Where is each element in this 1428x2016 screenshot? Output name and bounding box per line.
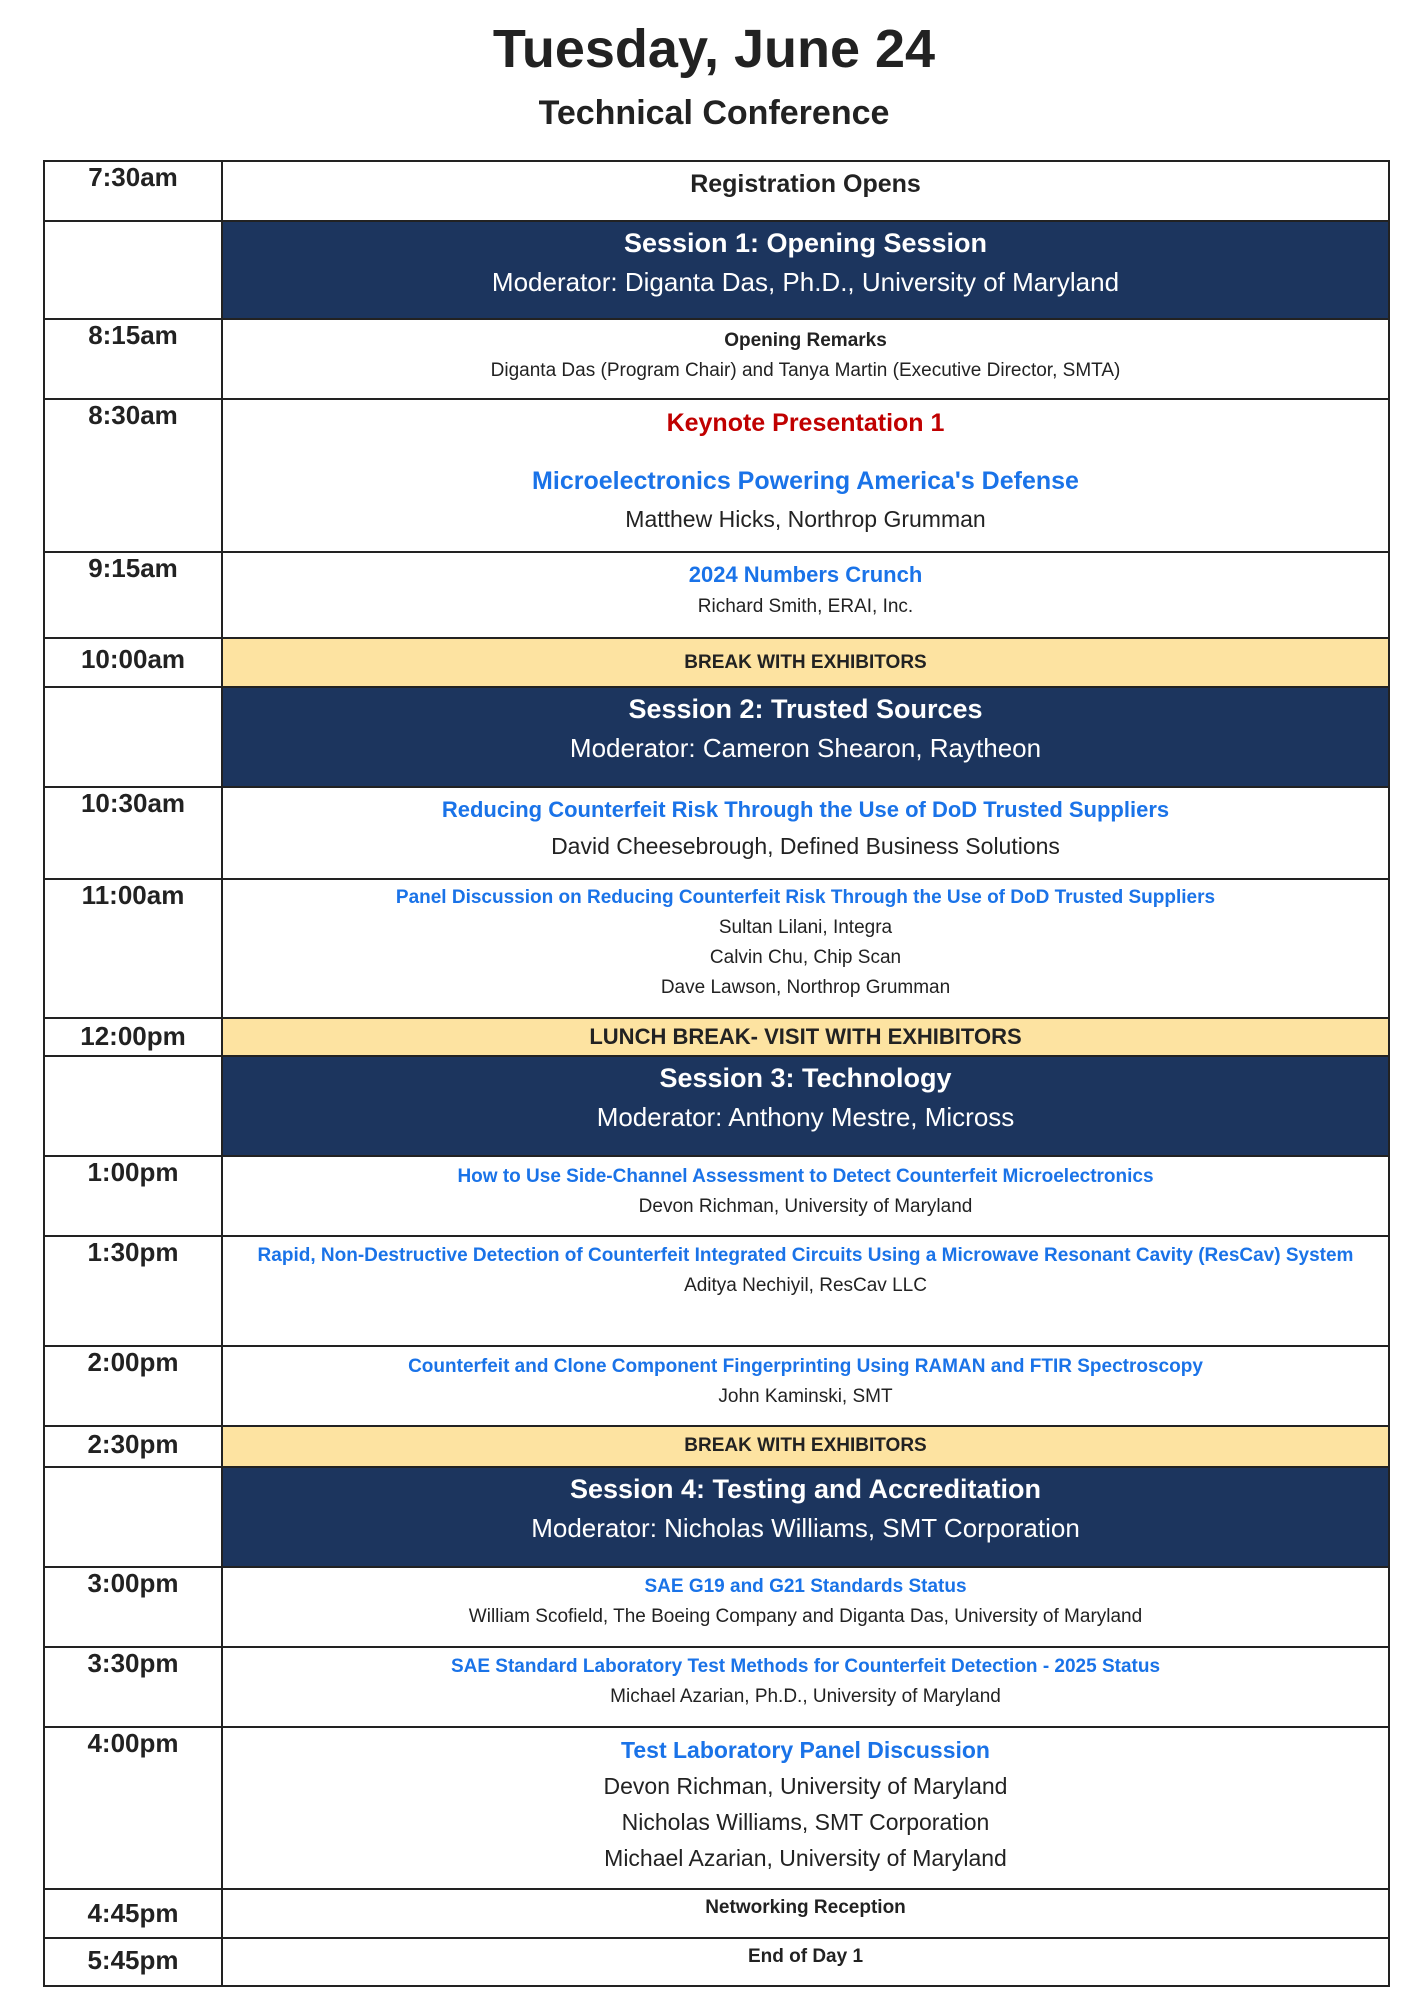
keynote-label: Keynote Presentation 1: [666, 409, 945, 437]
speaker: Calvin Chu, Chip Scan: [709, 947, 902, 968]
time-cell: [44, 687, 222, 787]
item-title: Rapid, Non-Destructive Detection of Counterfeit Integrated Circuits Using a Microwave Resonant Cavity (ResCav) System: [257, 1245, 1354, 1266]
agenda-row: [44, 1889, 1389, 1938]
break-cell: [222, 1018, 1389, 1056]
time-cell: 5:45pm: [44, 1938, 222, 1986]
content-cell: [222, 1647, 1389, 1727]
session-row: [44, 687, 1389, 787]
break-label: BREAK WITH EXHIBITORS: [684, 1435, 927, 1456]
agenda-row: [44, 1236, 1389, 1346]
session-row: [44, 1467, 1389, 1567]
agenda-row: [44, 1647, 1389, 1727]
time-cell: 11:00am: [44, 879, 222, 1018]
speaker: Michael Azarian, University of Maryland: [604, 1845, 1007, 1871]
time-cell: 10:30am: [44, 787, 222, 879]
session-header: [222, 687, 1389, 787]
session-moderator: Moderator: Cameron Shearon, Raytheon: [569, 733, 1042, 763]
break-row: [44, 1018, 1389, 1056]
agenda-row: [44, 399, 1389, 552]
content-cell: [222, 399, 1389, 552]
speaker: Diganta Das (Program Chair) and Tanya Martin (Executive Director, SMTA): [490, 360, 1121, 381]
time-cell: 9:15am: [44, 552, 222, 638]
time-cell: 2:00pm: [44, 1346, 222, 1426]
agenda-row: [44, 1567, 1389, 1647]
speaker: David Cheesebrough, Defined Business Solutions: [551, 833, 1060, 859]
agenda-row: [44, 1156, 1389, 1236]
session-moderator: Moderator: Anthony Mestre, Micross: [596, 1102, 1015, 1132]
speaker: John Kaminski, SMT: [718, 1386, 893, 1407]
content-cell: [222, 1889, 1389, 1938]
speaker: Sultan Lilani, Integra: [718, 917, 893, 938]
content-cell: [222, 1236, 1389, 1346]
time-cell: 8:30am: [44, 399, 222, 552]
break-label: BREAK WITH EXHIBITORS: [684, 652, 927, 673]
content-cell: [222, 1727, 1389, 1889]
time-cell: 7:30am: [44, 161, 222, 221]
speaker: Devon Richman, University of Maryland: [638, 1196, 973, 1217]
item-title: Panel Discussion on Reducing Counterfeit Risk Through the Use of DoD Trusted Suppliers: [395, 887, 1216, 908]
agenda-row: [44, 1346, 1389, 1426]
session-row: [44, 221, 1389, 319]
speaker: Richard Smith, ERAI, Inc.: [697, 596, 914, 617]
time-cell: 10:00am: [44, 638, 222, 687]
session-moderator: Moderator: Diganta Das, Ph.D., University of Maryland: [491, 267, 1120, 297]
content-cell: [222, 1567, 1389, 1647]
break-row: [44, 638, 1389, 687]
speaker: Aditya Nechiyil, ResCav LLC: [684, 1275, 927, 1296]
agenda-row: [44, 787, 1389, 879]
item-title: 2024 Numbers Crunch: [688, 562, 923, 587]
time-cell: 3:00pm: [44, 1567, 222, 1647]
agenda-row: [44, 319, 1389, 399]
content-cell: [222, 787, 1389, 879]
session-row: [44, 1056, 1389, 1156]
item-title: End of Day 1: [747, 1946, 864, 1967]
item-title: Counterfeit and Clone Component Fingerprinting Using RAMAN and FTIR Spectroscopy: [408, 1356, 1203, 1377]
item-title: Reducing Counterfeit Risk Through the Use of DoD Trusted Suppliers: [441, 797, 1170, 822]
content-cell: [222, 879, 1389, 1018]
content-cell: [222, 1346, 1389, 1426]
agenda-row: [44, 879, 1389, 1018]
session-title: Session 3: Technology: [659, 1063, 952, 1093]
content-cell: [222, 1938, 1389, 1986]
time-cell: 2:30pm: [44, 1426, 222, 1467]
break-row: [44, 1426, 1389, 1467]
break-cell: [222, 638, 1389, 687]
time-cell: [44, 1056, 222, 1156]
item-title: SAE Standard Laboratory Test Methods for Counterfeit Detection - 2025 Status: [450, 1656, 1161, 1677]
content-cell: [222, 161, 1389, 221]
speaker: William Scofield, The Boeing Company and Diganta Das, University of Maryland: [468, 1606, 1143, 1627]
session-header: [222, 1467, 1389, 1567]
time-cell: 1:30pm: [44, 1236, 222, 1346]
item-title: How to Use Side-Channel Assessment to Detect Counterfeit Microelectronics: [457, 1166, 1154, 1187]
item-title: Networking Reception: [705, 1897, 906, 1918]
session-title: Session 2: Trusted Sources: [628, 694, 983, 724]
time-cell: [44, 1467, 222, 1567]
session-header: [222, 221, 1389, 319]
time-cell: [44, 221, 222, 319]
page-title: Tuesday, June 24: [492, 19, 936, 79]
agenda-row: [44, 1938, 1389, 1986]
content-cell: [222, 552, 1389, 638]
item-title: Test Laboratory Panel Discussion: [621, 1737, 990, 1763]
content-cell: [222, 319, 1389, 399]
time-cell: 4:00pm: [44, 1727, 222, 1889]
agenda-row: [44, 161, 1389, 221]
page-subtitle: Technical Conference: [538, 94, 890, 132]
break-label: LUNCH BREAK- VISIT WITH EXHIBITORS: [589, 1024, 1022, 1049]
time-cell: 4:45pm: [44, 1889, 222, 1938]
session-moderator: Moderator: Nicholas Williams, SMT Corporation: [531, 1513, 1080, 1543]
session-title: Session 4: Testing and Accreditation: [569, 1474, 1042, 1504]
speaker: Michael Azarian, Ph.D., University of Maryland: [610, 1686, 1001, 1707]
speaker: Dave Lawson, Northrop Grumman: [660, 977, 951, 998]
time-cell: 8:15am: [44, 319, 222, 399]
time-cell: 1:00pm: [44, 1156, 222, 1236]
agenda-row: [44, 552, 1389, 638]
item-title: SAE G19 and G21 Standards Status: [644, 1576, 967, 1597]
speaker: Matthew Hicks, Northrop Grumman: [625, 506, 986, 532]
time-cell: 12:00pm: [44, 1018, 222, 1056]
agenda-table: [43, 160, 1390, 1987]
speaker: Devon Richman, University of Maryland: [603, 1773, 1008, 1799]
time-cell: 3:30pm: [44, 1647, 222, 1727]
item-title: Registration Opens: [690, 170, 921, 198]
item-title: Microelectronics Powering America's Defense: [532, 467, 1079, 495]
speaker: Nicholas Williams, SMT Corporation: [621, 1809, 990, 1835]
break-cell: [222, 1426, 1389, 1467]
agenda-row: [44, 1727, 1389, 1889]
session-title: Session 1: Opening Session: [623, 228, 988, 258]
item-title: Opening Remarks: [724, 330, 887, 351]
content-cell: [222, 1156, 1389, 1236]
session-header: [222, 1056, 1389, 1156]
